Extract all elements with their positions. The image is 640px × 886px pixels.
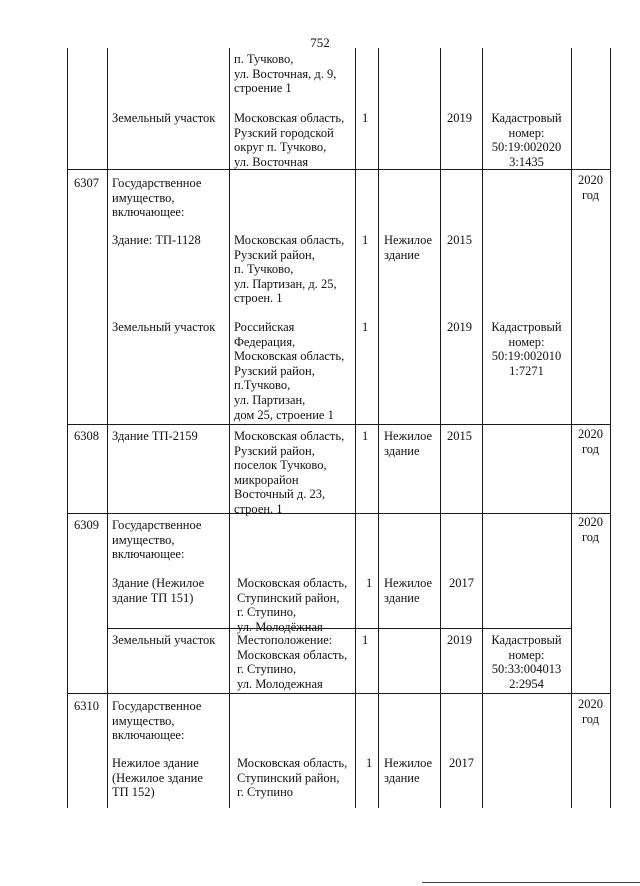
cadastral-note-cell: Кадастровый номер: 50:33:004013 2:2954 (491, 633, 562, 691)
quantity-cell: 1 (362, 320, 369, 334)
object-name-cell: Государственное имущество, включающее: (112, 699, 202, 743)
object-type-cell: Нежилое здание (384, 756, 433, 785)
year-cell: 2019 (447, 320, 472, 334)
footer-rule (422, 882, 640, 883)
until-year-cell: 2020 год (578, 515, 603, 544)
cadastral-note-cell: Кадастровый номер: 50:19:002020 3:1435 (491, 111, 562, 169)
page-number: 752 (310, 35, 330, 50)
grid-line (610, 48, 611, 808)
cadastral-note-cell: Кадастровый номер: 50:19:002010 1:7271 (491, 320, 562, 378)
until-year-cell: 2020 год (578, 173, 603, 202)
row-divider (67, 424, 611, 425)
object-name-cell: Земельный участок (112, 111, 216, 125)
address-cell: Московская область, Ступинский район, г. Ступино (237, 756, 348, 800)
quantity-cell: 1 (362, 429, 369, 443)
row-divider (67, 693, 611, 694)
year-cell: 2015 (447, 429, 472, 443)
until-year-cell: 2020 год (578, 697, 603, 726)
year-cell: 2019 (447, 111, 472, 125)
grid-line (378, 48, 379, 808)
object-name-cell: Земельный участок (112, 320, 216, 334)
address-cell: Московская область, Рузский городской округ п. Тучково, ул. Восточная (234, 111, 345, 169)
quantity-cell: 1 (362, 633, 369, 647)
quantity-cell: 1 (366, 756, 373, 770)
object-type-cell: Нежилое здание (384, 429, 433, 458)
address-cell: Российская Федерация, Московская область, Рузский район, п.Тучково, ул. Партизан, дом 25, строение 1 (234, 320, 345, 422)
record-number: 6310 (74, 699, 99, 713)
address-cell: Местоположение: Московская область, г. Ступино, ул. Молодежная (237, 633, 348, 691)
grid-line (355, 48, 356, 808)
grid-line (229, 48, 230, 808)
address-cell: Московская область, Рузский район, поселок Тучково, микрорайон Восточный д. 23, строен. 1 (234, 429, 345, 516)
year-cell: 2019 (447, 633, 472, 647)
object-type-cell: Нежилое здание (384, 576, 433, 605)
object-name-cell: Государственное имущество, включающее: (112, 176, 202, 220)
address-cell: п. Тучково, ул. Восточная, д. 9, строение 1 (234, 52, 337, 96)
grid-line (107, 48, 108, 808)
year-cell: 2015 (447, 233, 472, 247)
object-name-cell: Государственное имущество, включающее: (112, 518, 202, 562)
year-cell: 2017 (449, 756, 474, 770)
grid-line (440, 48, 441, 808)
object-name-cell: Здание ТП-2159 (112, 429, 198, 443)
record-number: 6309 (74, 518, 99, 532)
object-name-cell: Нежилое здание (Нежилое здание ТП 152) (112, 756, 203, 800)
object-name-cell: Земельный участок (112, 633, 216, 647)
record-number: 6308 (74, 429, 99, 443)
object-name-cell: Здание (Нежилое здание ТП 151) (112, 576, 205, 605)
address-cell: Московская область, Ступинский район, г. Ступино, ул. Молодёжная (237, 576, 348, 634)
object-type-cell: Нежилое здание (384, 233, 433, 262)
quantity-cell: 1 (362, 111, 369, 125)
grid-line (67, 48, 68, 808)
object-name-cell: Здание: ТП-1128 (112, 233, 201, 247)
year-cell: 2017 (449, 576, 474, 590)
until-year-cell: 2020 год (578, 427, 603, 456)
quantity-cell: 1 (366, 576, 373, 590)
address-cell: Московская область, Рузский район, п. Тучково, ул. Партизан, д. 25, строен. 1 (234, 233, 345, 306)
record-number: 6307 (74, 176, 99, 190)
quantity-cell: 1 (362, 233, 369, 247)
